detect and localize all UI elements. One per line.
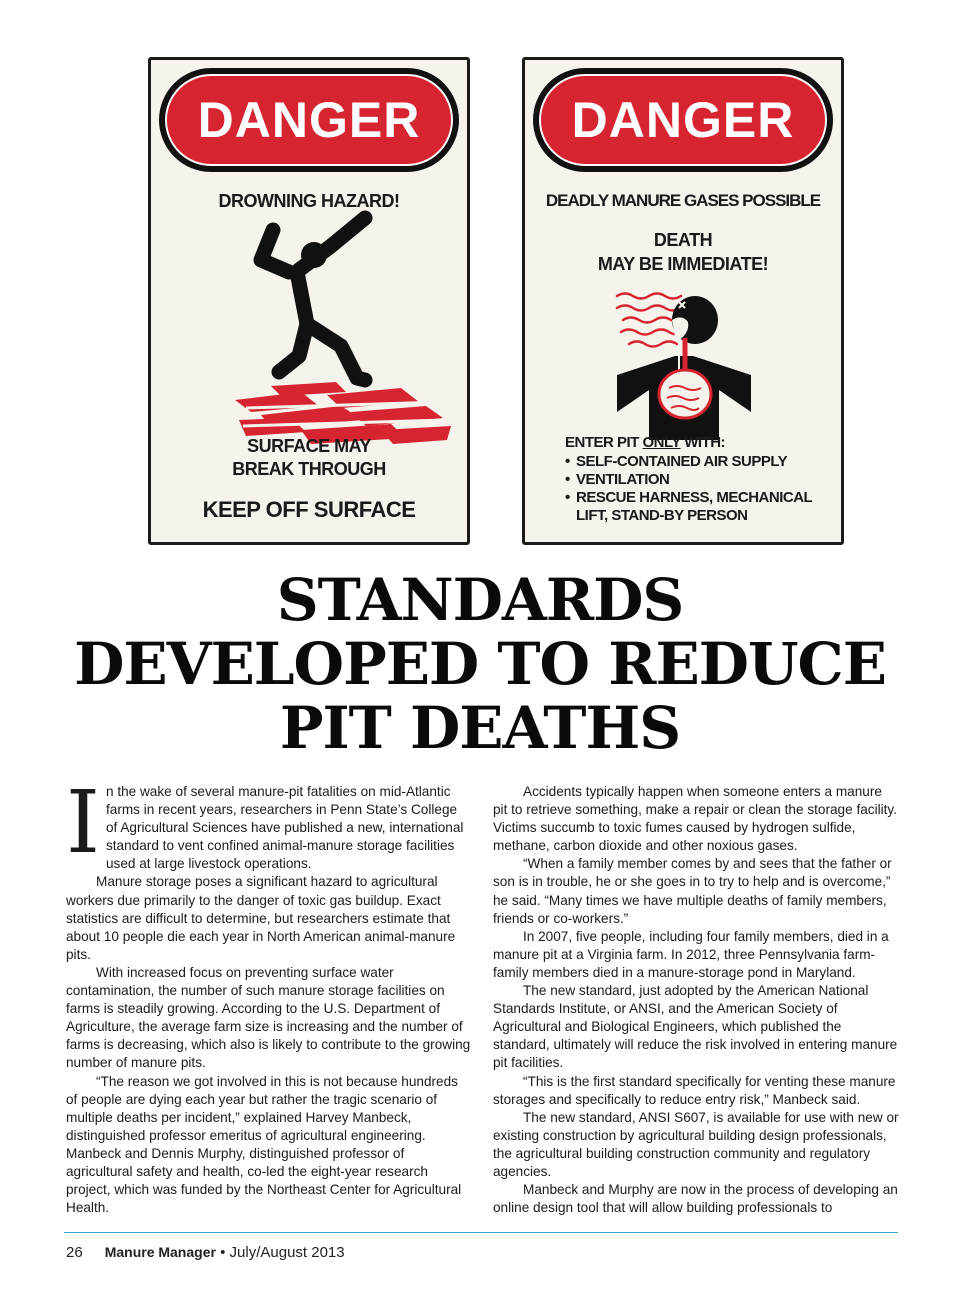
list-item: • SELF-CONTAINED AIR SUPPLY	[565, 453, 844, 471]
article-column-right	[493, 783, 899, 1217]
page-footer	[66, 1244, 345, 1261]
article-paragraph: “This is the first standard specifically for venting these manure storages and specifically to reduce entry risk,” Manbeck said.	[493, 1073, 896, 1107]
danger-label: DANGER	[165, 74, 453, 166]
drowning-hazard-text: DROWNING HAZARD!	[218, 191, 400, 211]
article-paragraph: In 2007, five people, including four family members, died in a manure pit at a Virginia farm. In 2012, three Pennsylvania farm-family members died in a manure-storage pond in Maryland.	[493, 928, 889, 980]
safety-requirements-list	[565, 453, 844, 525]
only-emphasis: ONLY	[642, 434, 681, 451]
article-paragraph: Manure storage poses a significant hazard to agricultural workers due primarily to the danger of toxic gas buildup. Exact statistics are difficult to determine, but researchers estimate that about 10 people die each year in North American animal-manure pits.	[66, 874, 456, 962]
footer-divider	[64, 1232, 898, 1233]
article-paragraph: “When a family member comes by and sees that the father or son is in trouble, he or she goes in to try to help and is overcome,” he said. “Many times we have multiple deaths of family members, friends or co-workers.”	[493, 856, 892, 926]
magazine-name: Manure Manager	[104, 1244, 216, 1260]
danger-label: DANGER	[539, 74, 827, 166]
article-paragraph: The new standard, ANSI S607, is available for use with new or existing construction by agricultural building design professionals, the agricultural building construction community and regulatory agencies.	[493, 1109, 899, 1179]
headline-line1: STANDARDS	[276, 566, 684, 634]
article-paragraph: In the wake of several manure-pit fatalities on mid-Atlantic farms in recent years, researchers in Penn State’s College of Agricultural Sciences have published a new, international standard to vent confined animal-manure storage facilities used at large livestock operations.	[66, 773, 464, 873]
drowning-hazard-sign	[148, 57, 470, 545]
issue-date: July/August 2013	[229, 1244, 345, 1261]
death-text-line1: DEATH	[653, 230, 713, 250]
article-paragraph: Accidents typically happen when someone enters a manure pit to retrieve something, make a repair or clean the storage facility. Victims succumb to toxic fumes caused by hydrogen sulfide, methane, carbon dioxide and other noxious gases.	[493, 784, 897, 854]
article-paragraph: With increased focus on preventing surface water contamination, the number of such manure storage facilities on farms is steadily growing. According to the U.S. Department of Agriculture, the average farm size is increasing and the number of farms is decreasing, which also is likely to contribute to the growing number of manure pits.	[66, 964, 471, 1071]
article-paragraph: The new standard, just adopted by the American National Standards Institute, or ANSI, and the American Society of Agricultural and Biological Engineers, which published the standard, ultimately will reduce the risk involved in entering manure pit facilities.	[493, 983, 898, 1071]
list-item: • VENTILATION	[565, 471, 844, 489]
article-paragraph: Manbeck and Murphy are now in the process of developing an online design tool that will allow building professionals to	[493, 1182, 898, 1216]
deadly-gases-text: DEADLY MANURE GASES POSSIBLE	[545, 191, 821, 210]
manure-gases-sign	[522, 57, 844, 545]
article-column-left	[66, 773, 472, 1217]
list-item: • RESCUE HARNESS, MECHANICAL LIFT, STAND-BY PERSON	[565, 489, 844, 525]
article-paragraph: “The reason we got involved in this is not because hundreds of people are dying each year but rather the tragic scenario of multiple deaths per incident,” explained Harvey Manbeck, distinguished professor emeritus of agricultural engineering. Manbeck and Dennis Murphy, distinguished professor of agricultural safety and health, co-led the eight-year research project, which was funded by the Northeast Center for Agricultural Health.	[66, 1073, 462, 1216]
page-number: 26	[66, 1244, 83, 1261]
keep-off-surface-text: KEEP OFF SURFACE	[202, 497, 416, 522]
drop-cap: I	[66, 773, 100, 873]
headline-line3: PIT DEATHS	[279, 694, 681, 762]
death-text-line2: MAY BE IMMEDIATE!	[597, 254, 769, 274]
headline-line2: DEVELOPED TO REDUCE	[74, 630, 886, 698]
surface-warning-line1: SURFACE MAY	[247, 436, 371, 456]
enter-pit-heading: ENTER PIT ONLY WITH:	[565, 434, 726, 451]
surface-warning-line2: BREAK THROUGH	[232, 459, 386, 479]
footer-separator: •	[215, 1244, 230, 1261]
